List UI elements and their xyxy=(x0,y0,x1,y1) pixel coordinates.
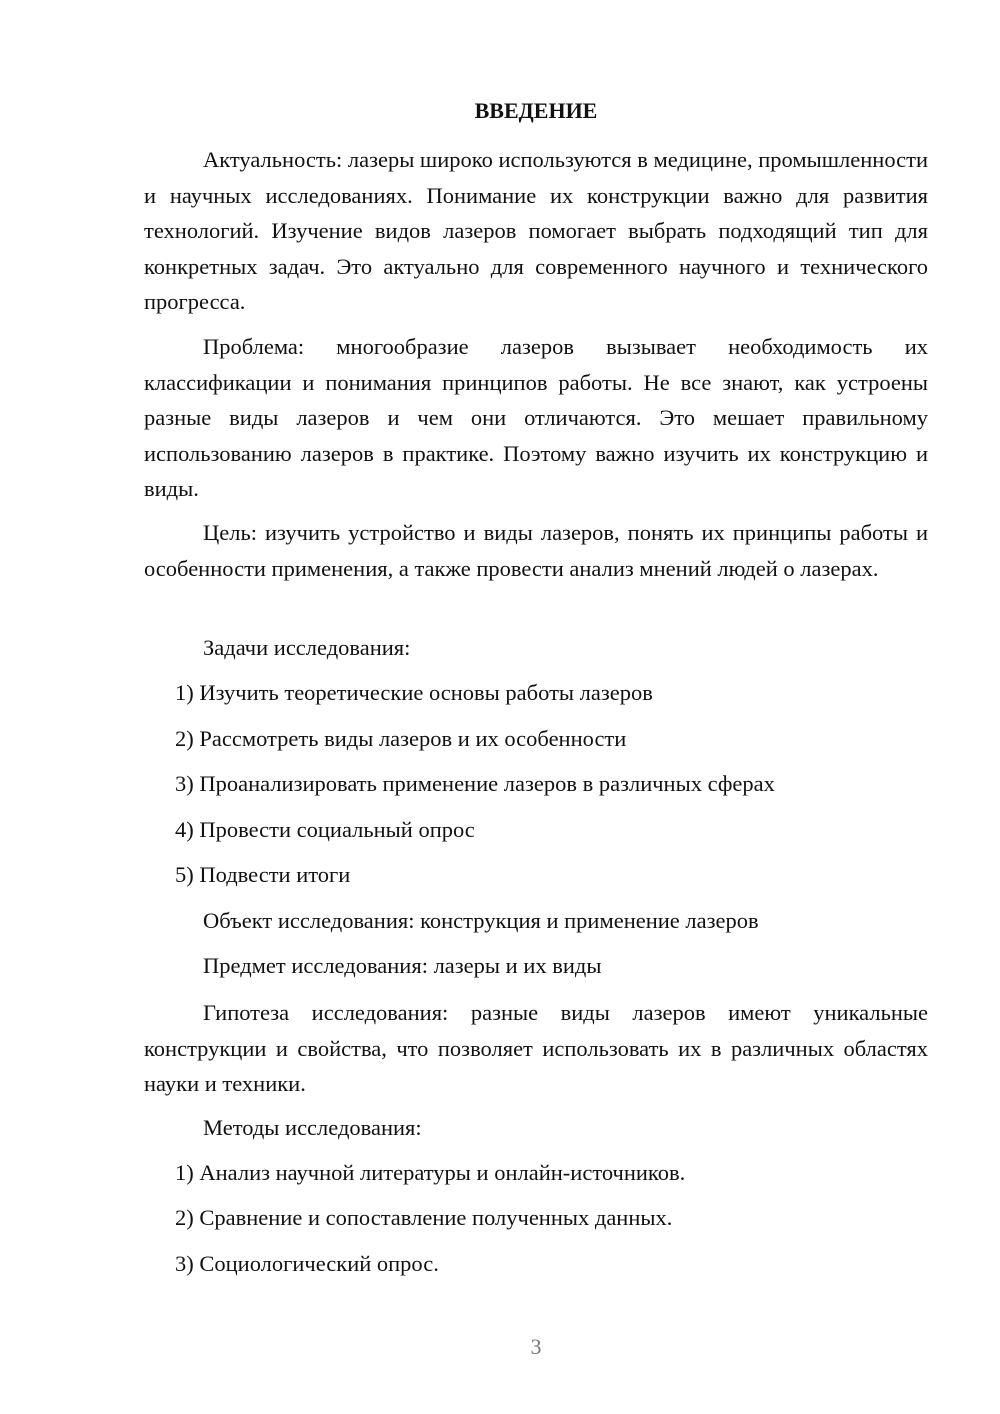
task-item: 3) Проанализировать применение лазеров в различных сферах xyxy=(175,771,775,796)
method-item: 1) Анализ научной литературы и онлайн-источников. xyxy=(175,1160,686,1185)
research-object: Объект исследования: конструкция и применение лазеров xyxy=(203,908,759,933)
task-item: 1) Изучить теоретические основы работы лазеров xyxy=(175,680,653,705)
tasks-heading: Задачи исследования: xyxy=(203,635,411,660)
research-subject: Предмет исследования: лазеры и их виды xyxy=(203,953,602,978)
page-number: 3 xyxy=(530,1334,542,1359)
method-item: 3) Социологический опрос. xyxy=(175,1251,439,1276)
methods-heading: Методы исследования: xyxy=(203,1115,422,1140)
hypothesis-paragraph: Гипотеза исследования: разные виды лазеров имеют уникальные конструкции и свойства, что позволяет использовать их в различных областях науки и техники. xyxy=(144,1000,928,1096)
task-item: 2) Рассмотреть виды лазеров и их особенности xyxy=(175,726,627,751)
task-item: 5) Подвести итоги xyxy=(175,862,351,887)
problem-paragraph: Проблема: многообразие лазеров вызывает необходимость их классификации и понимания принципов работы. Не все знают, как устроены разные виды лазеров и чем они отличаются. Это мешает правильному использованию лазеров в практике. Поэтому важно изучить их конструкцию и виды. xyxy=(144,334,928,501)
relevance-paragraph: Актуальность: лазеры широко используются в медицине, промышленности и научных исследованиях. Понимание их конструкции важно для развития технологий. Изучение видов лазеров помогает выбрать подходящий тип для конкретных задач. Это актуально для современного научного и технического прогресса. xyxy=(144,147,929,314)
goal-paragraph: Цель: изучить устройство и виды лазеров, понять их принципы работы и особенности применения, а также провести анализ мнений людей о лазерах. xyxy=(144,520,928,581)
method-item: 2) Сравнение и сопоставление полученных данных. xyxy=(175,1205,673,1230)
task-item: 4) Провести социальный опрос xyxy=(175,817,475,842)
section-title: ВВЕДЕНИЕ xyxy=(474,98,598,123)
